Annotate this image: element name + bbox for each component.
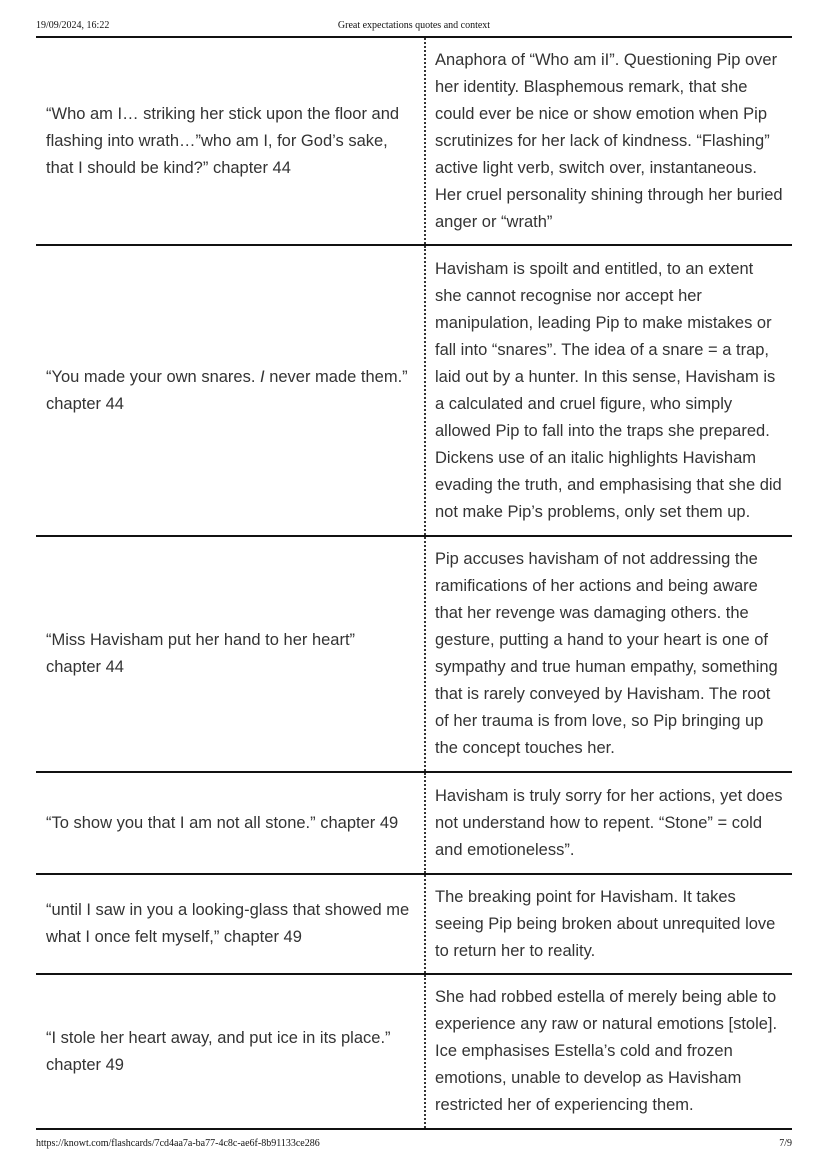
flashcard-definition [426, 773, 792, 873]
flashcard-term [36, 537, 426, 771]
term-text-part: “You made your own snares. [46, 367, 261, 386]
print-datetime: 19/09/2024, 16:22 [36, 20, 110, 31]
term-text-part: never made them.” chapter 44 [46, 367, 408, 413]
flashcard-row [36, 875, 792, 975]
term-text: “until I saw in you a looking-glass that showed me what I once felt myself,” chapter 49 [46, 901, 410, 946]
definition-text: Anaphora of “Who am iI”. Questioning Pip over her identity. Blasphemous remark, that she could ever be nice or show emotion when Pip scrutinizes for her lack of kindness. “Flashing” active light verb, switch over, instantaneous. Her cruel personality shining through her buried anger or “wrath” [435, 50, 783, 231]
flashcard-term [36, 875, 426, 973]
flashcard-term [36, 975, 426, 1128]
definition-text: She had robbed estella of merely being able to experience any raw or natural emotions [stole]. Ice emphasises Estella’s cold and frozen emotions, unable to develop as Havisham restricted her of experiencing them. [435, 988, 778, 1114]
print-title: Great expectations quotes and context [337, 20, 491, 31]
flashcard-definition [426, 246, 792, 535]
definition-text: Havisham is spoilt and entitled, to an extent she cannot recognise nor accept her manipulation, leading Pip to make mistakes or fall into “snares”. The idea of a snare = a trap, laid out by a hunter. In this sense, Havisham is a calculated and cruel figure, who simply allowed Pip to fall into the traps she prepared. Dickens use of an italic highlights Havisham evading the truth, and emphasising that she did not make Pip’s problems, only set them up. [435, 259, 782, 521]
print-header [36, 20, 792, 34]
flashcard-term [36, 773, 426, 873]
flashcard-term [36, 246, 426, 535]
flashcard-table [36, 36, 792, 1130]
flashcard-definition [426, 875, 792, 973]
term-text: “Miss Havisham put her hand to her heart” chapter 44 [46, 631, 356, 676]
flashcard-definition [426, 537, 792, 771]
definition-text: The breaking point for Havisham. It takes seeing Pip being broken about unrequited love to return her to reality. [435, 887, 776, 960]
term-text: “To show you that I am not all stone.” chapter 49 [46, 813, 399, 832]
term-text [46, 364, 414, 418]
flashcard-row [36, 38, 792, 246]
definition-text: Havisham is truly sorry for her actions, yet does not understand how to repent. “Stone” = cold and emotioneless”. [435, 786, 783, 859]
print-url: https://knowt.com/flashcards/7cd4aa7a-ba77-4c8c-ae6f-8b91133ce286 [36, 1138, 320, 1149]
flashcard-definition [426, 38, 792, 244]
flashcard-row [36, 246, 792, 537]
flashcard-row [36, 975, 792, 1130]
term-text-italic: I [260, 367, 265, 386]
flashcard-term [36, 38, 426, 244]
page-number: 7/9 [779, 1138, 792, 1149]
flashcard-row [36, 537, 792, 773]
term-text: “Who am I… striking her stick upon the floor and flashing into wrath…”who am I, for God’s sake, that I should be kind?” chapter 44 [46, 104, 400, 177]
print-footer [36, 1138, 792, 1152]
flashcard-definition [426, 975, 792, 1128]
definition-text: Pip accuses havisham of not addressing the ramifications of her actions and being aware that her revenge was damaging others. the gesture, putting a hand to your heart is one of sympathy and true human empathy, something that is rarely conveyed by Havisham. The root of her trauma is from love, so Pip bringing up the concept touches her. [435, 550, 778, 757]
flashcard-row [36, 773, 792, 875]
term-text: “I stole her heart away, and put ice in its place.” chapter 49 [46, 1028, 391, 1074]
